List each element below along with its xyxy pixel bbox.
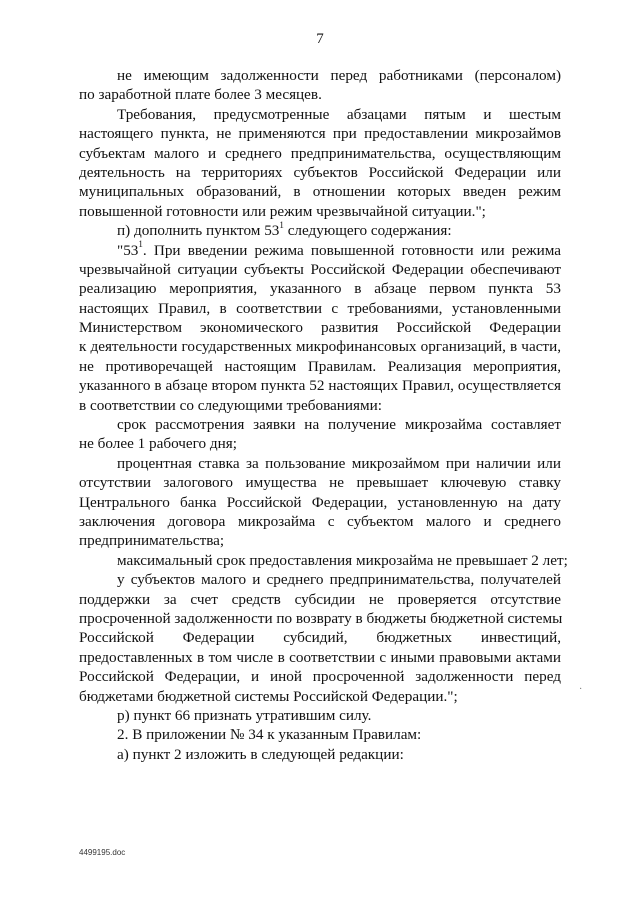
text-line: п) дополнить пунктом $53^1$ следующего содержания: bbox=[117, 220, 452, 240]
text-line: в соответствии со следующими требованиями: bbox=[79, 396, 382, 414]
text-line: бюджетами бюджетной системы Российской Федерации."; bbox=[79, 687, 458, 705]
text-line: а) пункт 2 изложить в следующей редакции: bbox=[117, 745, 404, 763]
text-line: предоставленных в том числе в соответствии с иными правовыми актами bbox=[79, 648, 561, 666]
text-line: максимальный срок предоставления микрозайма не превышает 2 лет; bbox=[117, 551, 568, 569]
text-line: заключения договора микрозайма с субъектом малого и среднего bbox=[79, 512, 561, 530]
text-line: просроченной задолженности по возврату в бюджеты бюджетной системы bbox=[79, 609, 563, 627]
superscript: 1 bbox=[138, 239, 143, 250]
text-line: "$53^1$. При введении режима повышенной готовности или режима bbox=[117, 239, 561, 259]
text-line: Центрального банка Российской Федерации, установленную на дату bbox=[79, 493, 561, 511]
text-line: субъектам малого и среднего предпринимательства, осуществляющим bbox=[79, 144, 561, 162]
text-line: Требования, предусмотренные абзацами пятым и шестым bbox=[117, 105, 561, 123]
text-line: реализацию мероприятия, указанного в абзаце первом пункта 53 bbox=[79, 280, 561, 298]
text-line: по заработной плате более 3 месяцев. bbox=[79, 86, 322, 104]
text-line: повышенной готовности или режим чрезвычайной ситуации."; bbox=[79, 202, 486, 220]
text-line: Министерством экономического развития Российской Федерации bbox=[79, 319, 561, 337]
text-line: указанного в абзаце втором пункта 52 настоящих Правил, осуществляется bbox=[79, 377, 561, 395]
text-line: процентная ставка за пользование микрозаймом при наличии или bbox=[117, 454, 561, 472]
text-line: Российской Федерации, и иной просроченной задолженности перед bbox=[79, 668, 561, 686]
text-line: р) пункт 66 признать утратившим силу. bbox=[117, 706, 372, 724]
document-body bbox=[79, 66, 568, 764]
margin-mark: · bbox=[579, 684, 583, 695]
superscript: 1 bbox=[279, 220, 284, 231]
document-file-code: 4499195.doc bbox=[79, 848, 126, 857]
text-line: не имеющим задолженности перед работниками (персоналом) bbox=[117, 67, 561, 84]
text-line: предпринимательства; bbox=[79, 532, 225, 550]
text-line: к деятельности государственных микрофинансовых организаций, в части, bbox=[79, 338, 561, 356]
text-line: настоящих Правил, в соответствии с требованиями, установленными bbox=[79, 299, 561, 317]
text-line: отсутствии залогового имущества не превышает ключевую ставку bbox=[79, 474, 561, 492]
text-line: не противоречащей настоящим Правилам. Реализация мероприятия, bbox=[79, 357, 561, 375]
text-line: у субъектов малого и среднего предпринимательства, получателей bbox=[117, 571, 561, 589]
text-line: 2. В приложении № 34 к указанным Правилам: bbox=[117, 726, 422, 744]
text-line: срок рассмотрения заявки на получение микрозайма составляет bbox=[117, 416, 561, 434]
text-line: деятельность на территориях субъектов Российской Федерации или bbox=[79, 163, 561, 181]
text-line: настоящего пункта, не применяются при предоставлении микрозаймов bbox=[79, 125, 561, 143]
page-number: 7 bbox=[316, 31, 324, 47]
text-line: поддержки за счет средств субсидии не проверяется отсутствие bbox=[79, 590, 561, 608]
text-line: муниципальных образований, в отношении которых введен режим bbox=[79, 183, 561, 201]
text-line: чрезвычайной ситуации субъекты Российской Федерации обеспечивают bbox=[79, 260, 561, 278]
text-line: Российской Федерации субсидий, бюджетных инвестиций, bbox=[79, 629, 561, 647]
text-line: не более 1 рабочего дня; bbox=[79, 435, 237, 453]
